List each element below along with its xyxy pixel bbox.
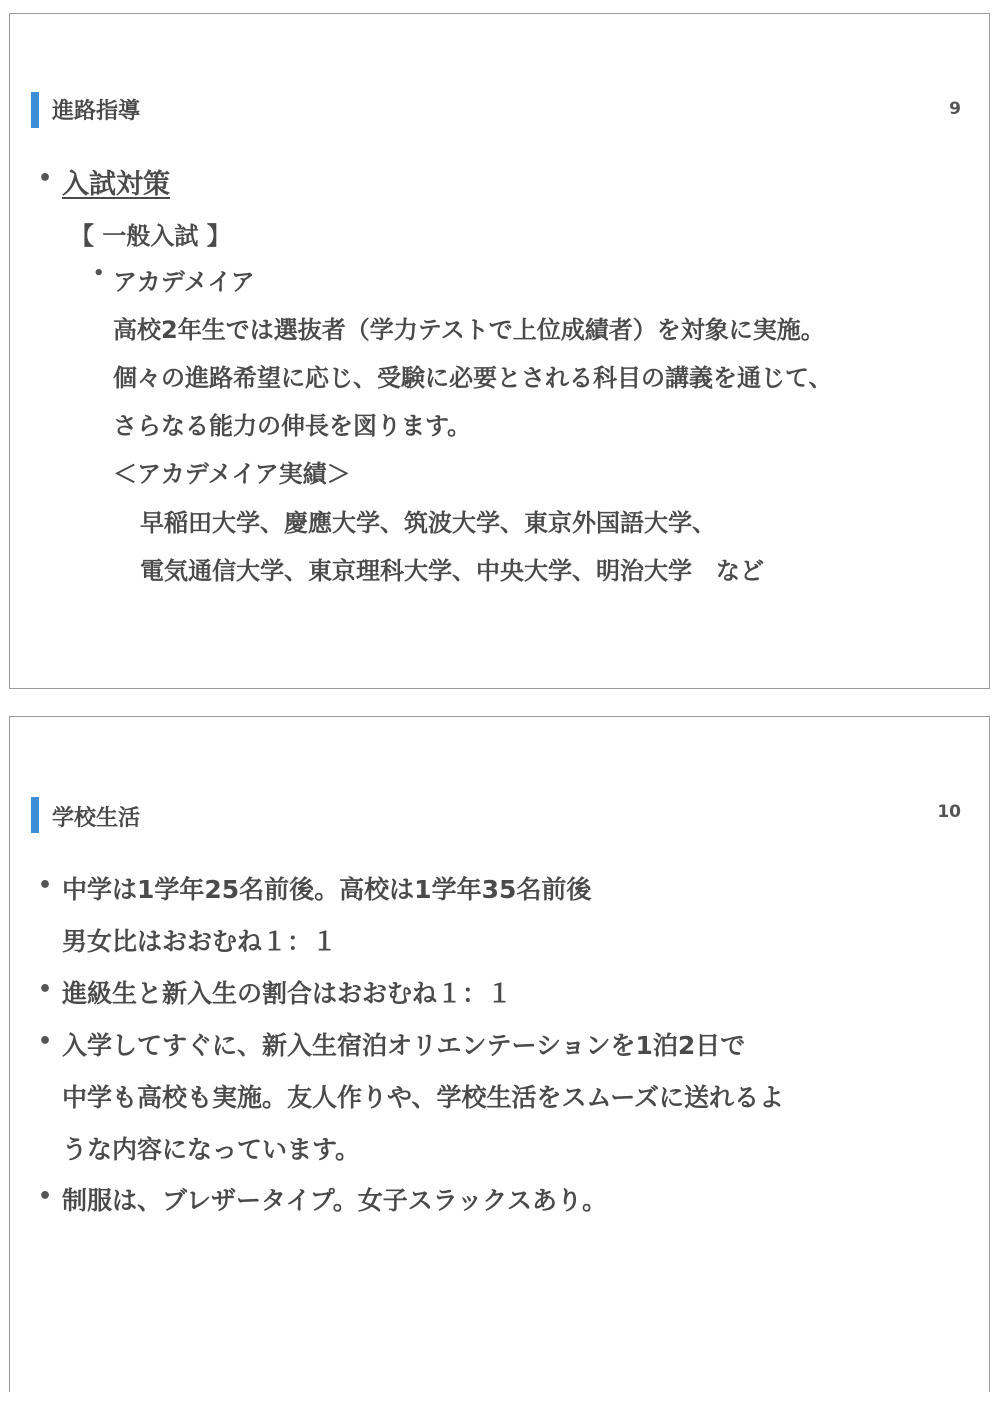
- bullet-line: 進級生と新入生の割合はおおむね１：１: [62, 979, 513, 1008]
- sub-item-academeia: アカデメイア: [113, 268, 255, 296]
- page-number: 9: [949, 99, 961, 119]
- subbullet-marker: •: [93, 263, 105, 284]
- bullet-line: 中学は1学年25名前後。高校は1学年35名前後: [62, 875, 592, 904]
- bullet-marker: •: [38, 1184, 53, 1209]
- bullet-line: 男女比はおおむね１：１: [62, 927, 338, 956]
- section-general-exam: 【 一般入試 】: [70, 222, 231, 250]
- slide-title: 学校生活: [52, 806, 141, 831]
- results-line: 電気通信大学、東京理科大学、中央大学、明治大学 など: [140, 557, 764, 585]
- results-heading: ＜アカデメイア実績＞: [113, 460, 351, 488]
- page-number: 10: [937, 802, 961, 822]
- bullet-marker: •: [38, 873, 53, 898]
- body-line: さらなる能力の伸長を図ります。: [113, 412, 472, 440]
- bullet-line: 入学してすぐに、新入生宿泊オリエンテーションを1泊2日で: [62, 1031, 746, 1060]
- body-line: 高校2年生では選抜者（学力テストで上位成績者）を対象に実施。: [113, 316, 825, 344]
- bullet-marker: •: [38, 1029, 53, 1054]
- header-accent-bar: [31, 92, 39, 128]
- slide-career-guidance: [9, 13, 990, 689]
- body-line: 個々の進路希望に応じ、受験に必要とされる科目の講義を通じて、: [113, 364, 833, 392]
- bullet-marker: •: [38, 166, 53, 191]
- slide-title: 進路指導: [52, 99, 141, 124]
- bullet-line: 制服は、ブレザータイプ。女子スラックスあり。: [62, 1186, 608, 1215]
- slide-school-life: [9, 716, 990, 1392]
- bullet-marker: •: [38, 977, 53, 1002]
- bullet-line: 中学も高校も実施。友人作りや、学校生活をスムーズに送れるよ: [62, 1083, 785, 1112]
- bullet-line: うな内容になっています。: [62, 1135, 361, 1164]
- header-accent-bar: [31, 797, 39, 833]
- heading-entrance-exam: 入試対策: [62, 169, 170, 200]
- results-line: 早稲田大学、慶應大学、筑波大学、東京外国語大学、: [140, 509, 716, 537]
